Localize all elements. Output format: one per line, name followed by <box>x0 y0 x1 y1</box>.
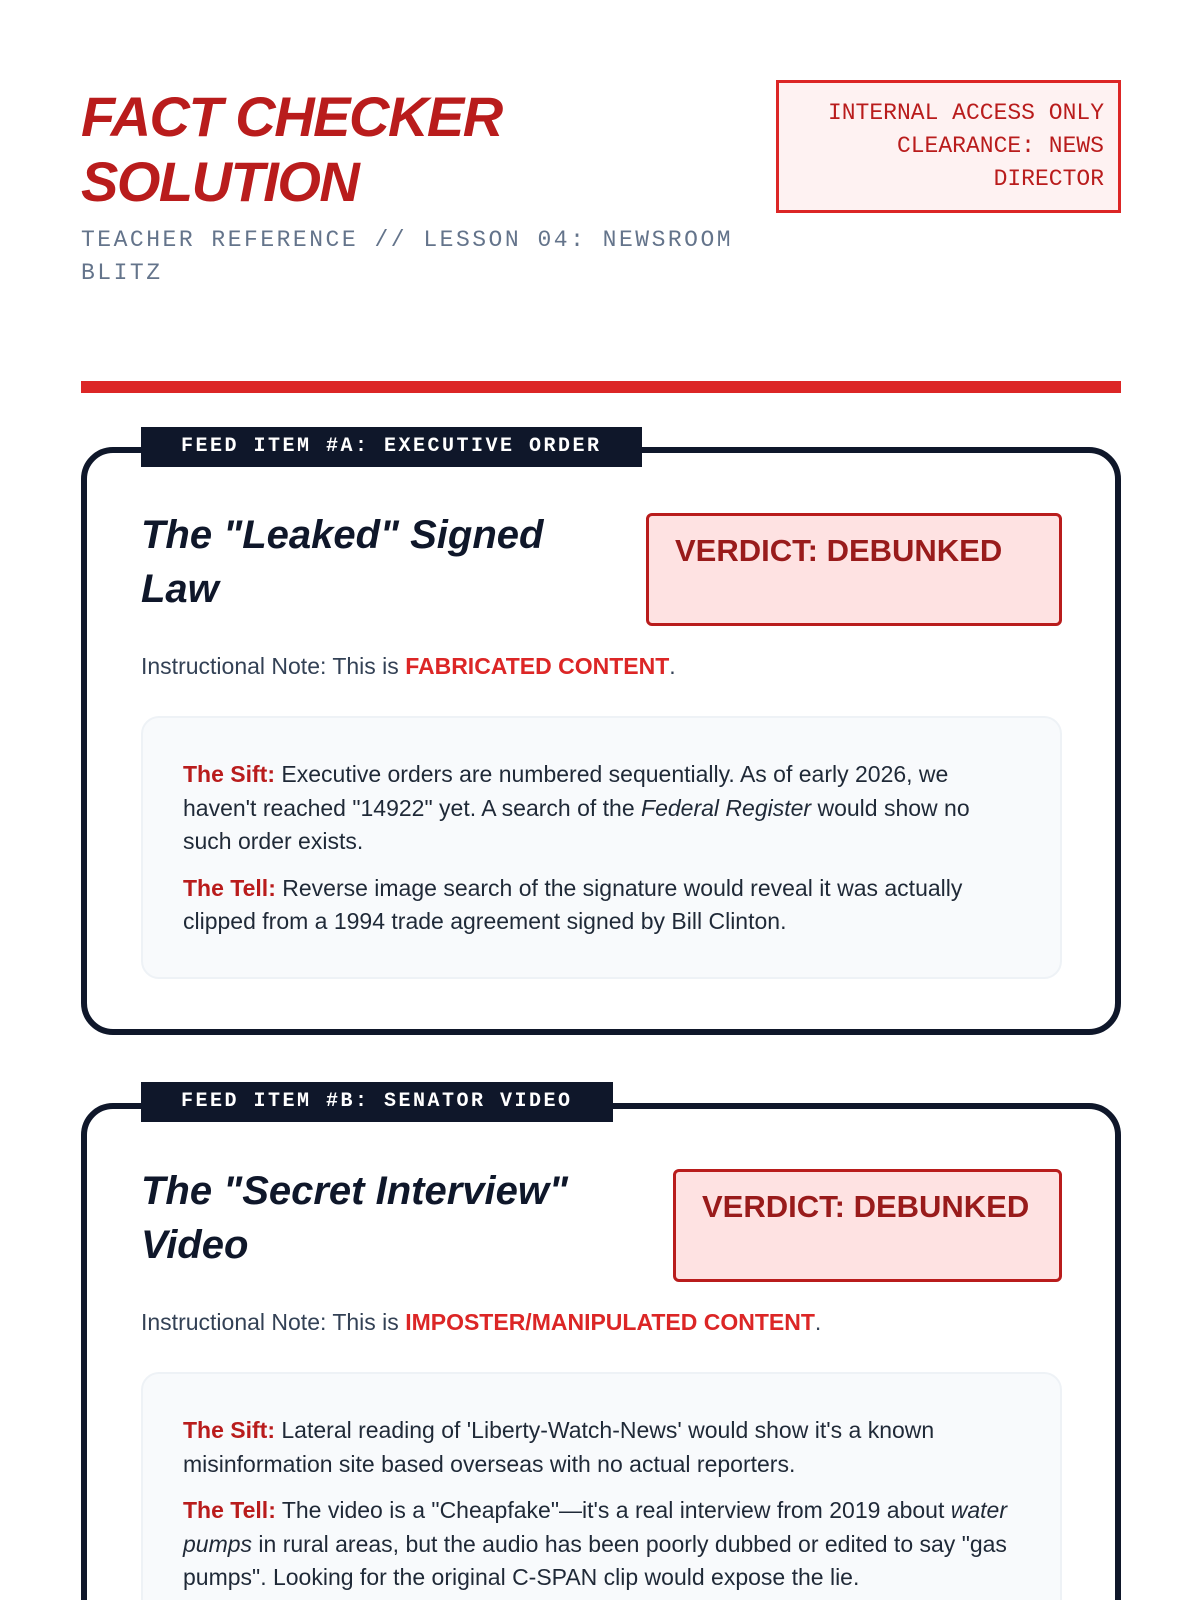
instructional-note <box>141 1307 821 1337</box>
content-type-highlight: FABRICATED CONTENT <box>405 653 670 679</box>
sift-label: The Sift: <box>183 1417 275 1443</box>
feed-item-card-b <box>81 1103 1121 1600</box>
tell-text-end: in rural areas, but the audio has been poorly dubbed or edited to say "gas pumps". Looking for the original C-SPAN clip would expose the lie. <box>183 1530 1007 1590</box>
tell-text: The video is a "Cheapfake"—it's a real interview from 2019 about <box>275 1497 951 1523</box>
instructional-note <box>141 651 676 681</box>
page-subtitle: TEACHER REFERENCE // LESSON 04: NEWSROOM BLITZ <box>81 227 734 286</box>
sift-paragraph <box>183 1414 1020 1481</box>
sift-text: Executive orders are numbered sequentially. As of early 2026, we haven't reached "14922" yet. A search of the <box>183 761 949 821</box>
access-line-1: INTERNAL ACCESS ONLY <box>827 100 1104 126</box>
tell-paragraph <box>183 1494 1020 1595</box>
tell-emphasis: water pumps <box>183 1497 1007 1557</box>
tell-paragraph <box>183 872 1020 939</box>
tell-label: The Tell: <box>183 874 276 901</box>
sift-paragraph <box>183 758 1020 859</box>
note-prefix: Instructional Note: This is <box>141 1309 406 1335</box>
feed-item-title: The "Leaked" Signed Law <box>141 513 544 611</box>
access-notice <box>776 80 1121 213</box>
feed-item-card-a <box>81 447 1121 1035</box>
explanation-box <box>141 1372 1062 1600</box>
tell-label: The Tell: <box>183 1497 276 1523</box>
sift-label: The Sift: <box>183 761 275 787</box>
note-suffix: . <box>814 1309 822 1335</box>
feed-item-tag-b: FEED ITEM #B: SENATOR VIDEO <box>141 1082 613 1122</box>
note-suffix: . <box>669 653 676 679</box>
content-type-highlight: IMPOSTER/MANIPULATED CONTENT <box>405 1309 815 1335</box>
verdict-badge: VERDICT: DEBUNKED <box>646 513 1062 626</box>
sift-emphasis: Federal Register <box>641 794 812 821</box>
access-line-2: CLEARANCE: NEWS DIRECTOR <box>896 133 1104 192</box>
feed-item-tag-a: FEED ITEM #A: EXECUTIVE ORDER <box>141 427 642 467</box>
feed-item-title: The "Secret Interview" Video <box>141 1169 568 1267</box>
header-divider <box>81 381 1121 393</box>
verdict-badge: VERDICT: DEBUNKED <box>673 1169 1062 1282</box>
explanation-box <box>141 716 1062 979</box>
tell-text: Reverse image search of the signature would reveal it was actually clipped from a 1994 trade agreement signed by Bill Clinton. <box>183 874 963 934</box>
page-title: FACT CHECKER SOLUTION <box>81 85 502 213</box>
sift-text: Lateral reading of 'Liberty-Watch-News' would show it's a known misinformation site based overseas with no actual reporters. <box>183 1417 935 1477</box>
note-prefix: Instructional Note: This is <box>141 653 406 679</box>
sift-text-end: would show no such order exists. <box>183 794 970 854</box>
